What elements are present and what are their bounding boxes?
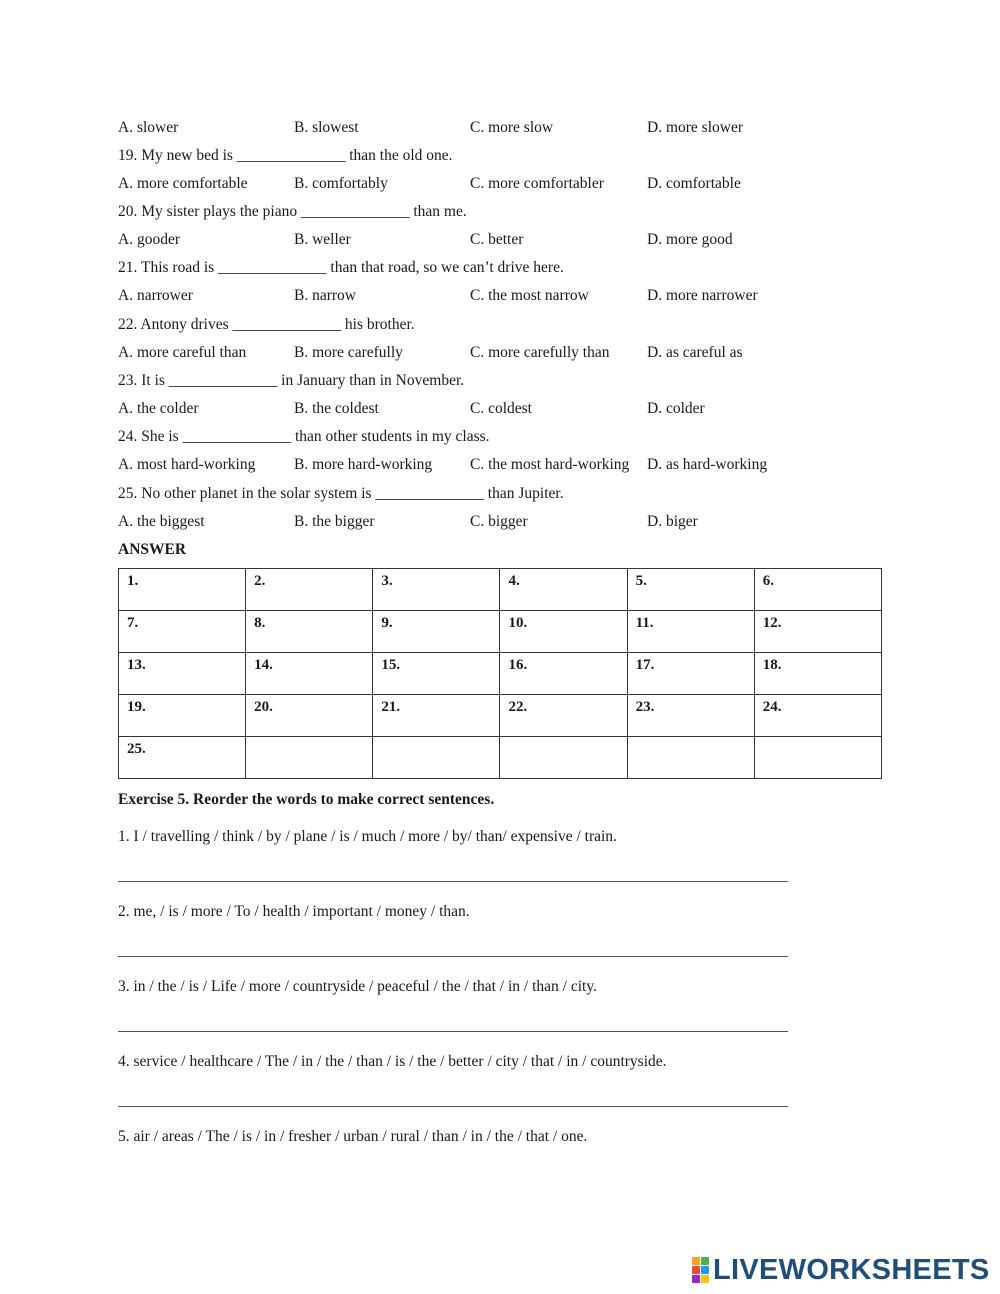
- q21-option-b: B. narrow: [294, 287, 356, 304]
- q18-option-a: A. slower: [118, 119, 179, 136]
- answer-heading: ANSWER: [118, 541, 187, 558]
- answer-cell[interactable]: 2.: [246, 569, 373, 611]
- answer-line-1[interactable]: [118, 881, 788, 882]
- logo-block: [701, 1257, 709, 1265]
- q23-option-b: B. the coldest: [294, 400, 379, 417]
- answer-cell[interactable]: [754, 737, 881, 779]
- q21-option-c: C. the most narrow: [470, 287, 589, 304]
- q19-option-c: C. more comfortabler: [470, 175, 604, 192]
- table-row: [119, 695, 882, 737]
- answer-cell[interactable]: 5.: [627, 569, 754, 611]
- q19-stem: 19. My new bed is ______________ than the old one.: [118, 147, 453, 164]
- exercise5-item-3: 3. in / the / is / Life / more / countryside / peaceful / the / that / in / than / city.: [118, 978, 597, 995]
- logo-block: [692, 1257, 700, 1265]
- answer-table: [118, 568, 882, 779]
- q23-stem: 23. It is ______________ in January than in November.: [118, 372, 465, 389]
- answer-cell[interactable]: [500, 737, 627, 779]
- answer-line-4[interactable]: [118, 1106, 788, 1107]
- answer-cell[interactable]: 25.: [119, 737, 246, 779]
- logo-text: LIVEWORKSHEETS: [713, 1254, 990, 1286]
- answer-cell[interactable]: [373, 737, 500, 779]
- answer-line-3[interactable]: [118, 1031, 788, 1032]
- q24-option-d: D. as hard-working: [647, 456, 768, 473]
- logo-mark-icon: [692, 1257, 709, 1283]
- logo-block: [701, 1275, 709, 1283]
- q23-option-a: A. the colder: [118, 400, 199, 417]
- q20-stem: 20. My sister plays the piano ______________ than me.: [118, 203, 467, 220]
- exercise5-title: Exercise 5. Reorder the words to make correct sentences.: [118, 791, 495, 808]
- q18-option-b: B. slowest: [294, 119, 359, 136]
- answer-cell[interactable]: 3.: [373, 569, 500, 611]
- q22-option-d: D. as careful as: [647, 344, 743, 361]
- answer-cell[interactable]: 7.: [119, 611, 246, 653]
- q21-option-d: D. more narrower: [647, 287, 758, 304]
- answer-cell[interactable]: 13.: [119, 653, 246, 695]
- answer-cell[interactable]: 16.: [500, 653, 627, 695]
- q21-option-a: A. narrower: [118, 287, 193, 304]
- q20-option-a: A. gooder: [118, 231, 180, 248]
- q25-option-c: C. bigger: [470, 513, 528, 530]
- answer-cell[interactable]: 17.: [627, 653, 754, 695]
- table-row: [119, 569, 882, 611]
- answer-cell[interactable]: 1.: [119, 569, 246, 611]
- q25-option-a: A. the biggest: [118, 513, 205, 530]
- liveworksheets-logo: [692, 1254, 990, 1286]
- answer-cell[interactable]: 9.: [373, 611, 500, 653]
- q24-option-a: A. most hard-working: [118, 456, 256, 473]
- answer-cell[interactable]: 14.: [246, 653, 373, 695]
- q22-option-c: C. more carefully than: [470, 344, 610, 361]
- table-row: [119, 653, 882, 695]
- answer-cell[interactable]: 10.: [500, 611, 627, 653]
- q24-option-b: B. more hard-working: [294, 456, 433, 473]
- answer-cell[interactable]: 4.: [500, 569, 627, 611]
- answer-cell[interactable]: 24.: [754, 695, 881, 737]
- answer-cell[interactable]: 23.: [627, 695, 754, 737]
- answer-cell[interactable]: 8.: [246, 611, 373, 653]
- q25-stem: 25. No other planet in the solar system is ______________ than Jupiter.: [118, 485, 564, 502]
- exercise5-item-4: 4. service / healthcare / The / in / the / than / is / the / better / city / that / in / countryside.: [118, 1053, 667, 1070]
- answer-cell[interactable]: 6.: [754, 569, 881, 611]
- exercise5-item-1: 1. I / travelling / think / by / plane / is / much / more / by/ than/ expensive / train.: [118, 828, 617, 845]
- q20-option-d: D. more good: [647, 231, 733, 248]
- q23-option-d: D. colder: [647, 400, 705, 417]
- q18-option-d: D. more slower: [647, 119, 743, 136]
- answer-cell[interactable]: 18.: [754, 653, 881, 695]
- answer-cell[interactable]: 19.: [119, 695, 246, 737]
- q21-stem: 21. This road is ______________ than that road, so we can’t drive here.: [118, 259, 564, 276]
- q24-stem: 24. She is ______________ than other students in my class.: [118, 428, 490, 445]
- exercise5-item-2: 2. me, / is / more / To / health / important / money / than.: [118, 903, 470, 920]
- q22-stem: 22. Antony drives ______________ his brother.: [118, 316, 415, 333]
- q22-option-b: B. more carefully: [294, 344, 403, 361]
- answer-line-2[interactable]: [118, 956, 788, 957]
- q19-option-a: A. more comfortable: [118, 175, 248, 192]
- answer-cell[interactable]: [246, 737, 373, 779]
- answer-cell[interactable]: 15.: [373, 653, 500, 695]
- q18-option-c: C. more slow: [470, 119, 554, 136]
- exercise5-item-5: 5. air / areas / The / is / in / fresher / urban / rural / than / in / the / that / one.: [118, 1128, 588, 1145]
- answer-cell[interactable]: 11.: [627, 611, 754, 653]
- table-row: [119, 737, 882, 779]
- answer-cell[interactable]: 12.: [754, 611, 881, 653]
- logo-block: [692, 1275, 700, 1283]
- q25-option-b: B. the bigger: [294, 513, 375, 530]
- table-row: [119, 611, 882, 653]
- answer-cell[interactable]: [627, 737, 754, 779]
- logo-block: [701, 1266, 709, 1274]
- q19-option-b: B. comfortably: [294, 175, 388, 192]
- q25-option-d: D. biger: [647, 513, 698, 530]
- answer-cell[interactable]: 20.: [246, 695, 373, 737]
- answer-cell[interactable]: 21.: [373, 695, 500, 737]
- q24-option-c: C. the most hard-working: [470, 456, 630, 473]
- q19-option-d: D. comfortable: [647, 175, 741, 192]
- q20-option-b: B. weller: [294, 231, 351, 248]
- q20-option-c: C. better: [470, 231, 524, 248]
- answer-cell[interactable]: 22.: [500, 695, 627, 737]
- q23-option-c: C. coldest: [470, 400, 532, 417]
- q22-option-a: A. more careful than: [118, 344, 247, 361]
- logo-block: [692, 1266, 700, 1274]
